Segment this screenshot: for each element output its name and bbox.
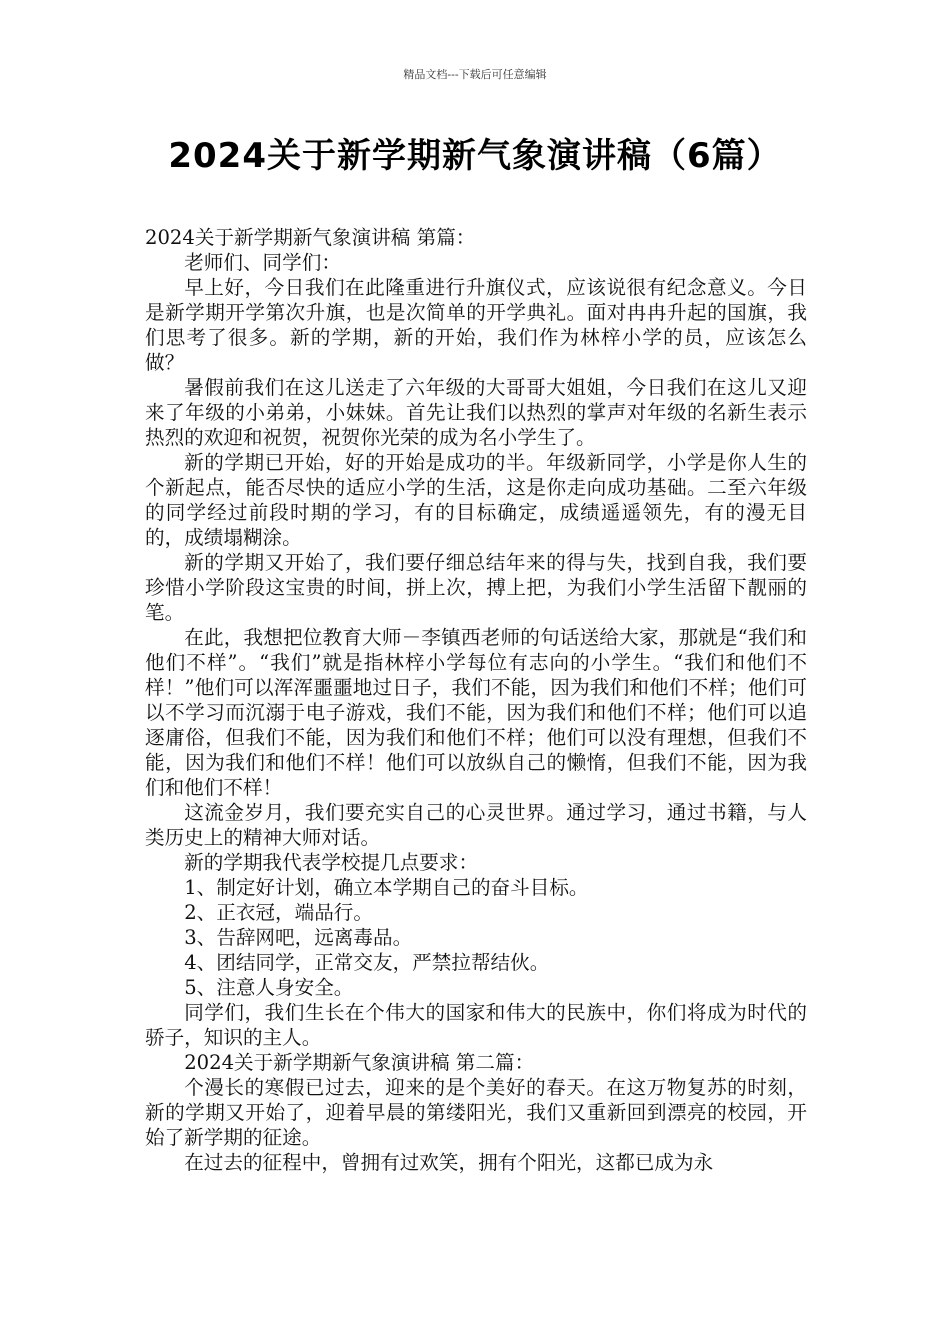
body-paragraph: 新的学期又开始了，我们要仔细总结年来的得与失，找到自我，我们要珍惜小学阶段这宝贵的时间，拼上次，搏上把，为我们小学生活留下靓丽的笔。 [145,551,807,624]
body-paragraph: 3、告辞网吧，远离毒品。 [184,926,413,949]
header-note: 精品文档---下载后可任意编辑 [403,68,547,81]
body-paragraph: 2024关于新学期新气象演讲稿 第二篇： [184,1051,535,1074]
body-paragraph: 在此，我想把位教育大师－李镇西老师的句话送给大家，那就是“我们和他们不样”。“我们”就是指林梓小学每位有志向的小学生。“我们和他们不样！”他们可以浑浑噩噩地过日子，我们不能，因为我们和他们不样；他们可以不学习而沉溺于电子游戏，我们不能，因为我们和他们不样；他们可以追逐庸俗，但我们不能，因为我们和他们不样；他们可以没有理想，但我们不能，因为我们和他们不样！他们可以放纵自己的懒惰，但我们不能，因为我们和他们不样！ [145,626,807,799]
body-paragraph: 1、制定好计划，确立本学期自己的奋斗目标。 [184,876,589,899]
body-paragraph: 2024关于新学期新气象演讲稿 第篇： [145,226,476,249]
body-paragraph: 老师们、同学们： [184,251,341,274]
body-paragraph: 新的学期已开始，好的开始是成功的半。年级新同学，小学是你人生的个新起点，能否尽快的适应小学的生活，这是你走向成功基础。二至六年级的同学经过前段时期的学习，有的目标确定，成绩遥遥领先，有的漫无目的，成绩塌糊涂。 [145,451,807,549]
body-paragraph: 同学们，我们生长在个伟大的国家和伟大的民族中，你们将成为时代的骄子，知识的主人。 [145,1001,807,1049]
body-paragraph: 在过去的征程中，曾拥有过欢笑，拥有个阳光，这都已成为永 [184,1151,714,1174]
body-paragraph: 5、注意人身安全。 [184,976,354,999]
body-paragraph: 2、正衣冠，端品行。 [184,901,373,924]
body-paragraph: 个漫长的寒假已过去，迎来的是个美好的春天。在这万物复苏的时刻，新的学期又开始了，迎着早晨的第缕阳光，我们又重新回到漂亮的校园，开始了新学期的征途。 [145,1076,807,1149]
body-paragraph: 4、团结同学，正常交友，严禁拉帮结伙。 [184,951,550,974]
body-paragraph: 这流金岁月，我们要充实自己的心灵世界。通过学习，通过书籍，与人类历史上的精神大师对话。 [145,801,807,849]
body-paragraph: 新的学期我代表学校提几点要求： [184,851,479,874]
document-title: 2024关于新学期新气象演讲稿（6篇） [168,136,782,176]
body-paragraph: 早上好，今日我们在此隆重进行升旗仪式，应该说很有纪念意义。今日是新学期开学第次升旗，也是次简单的开学典礼。面对冉冉升起的国旗，我们思考了很多。新的学期，新的开始，我们作为林梓小学的员，应该怎么做？ [145,276,807,374]
document-body [145,225,807,1175]
body-paragraph: 暑假前我们在这儿送走了六年级的大哥哥大姐姐，今日我们在这儿又迎来了年级的小弟弟，小妹妹。首先让我们以热烈的掌声对年级的名新生表示热烈的欢迎和祝贺，祝贺你光荣的成为名小学生了。 [145,376,807,449]
